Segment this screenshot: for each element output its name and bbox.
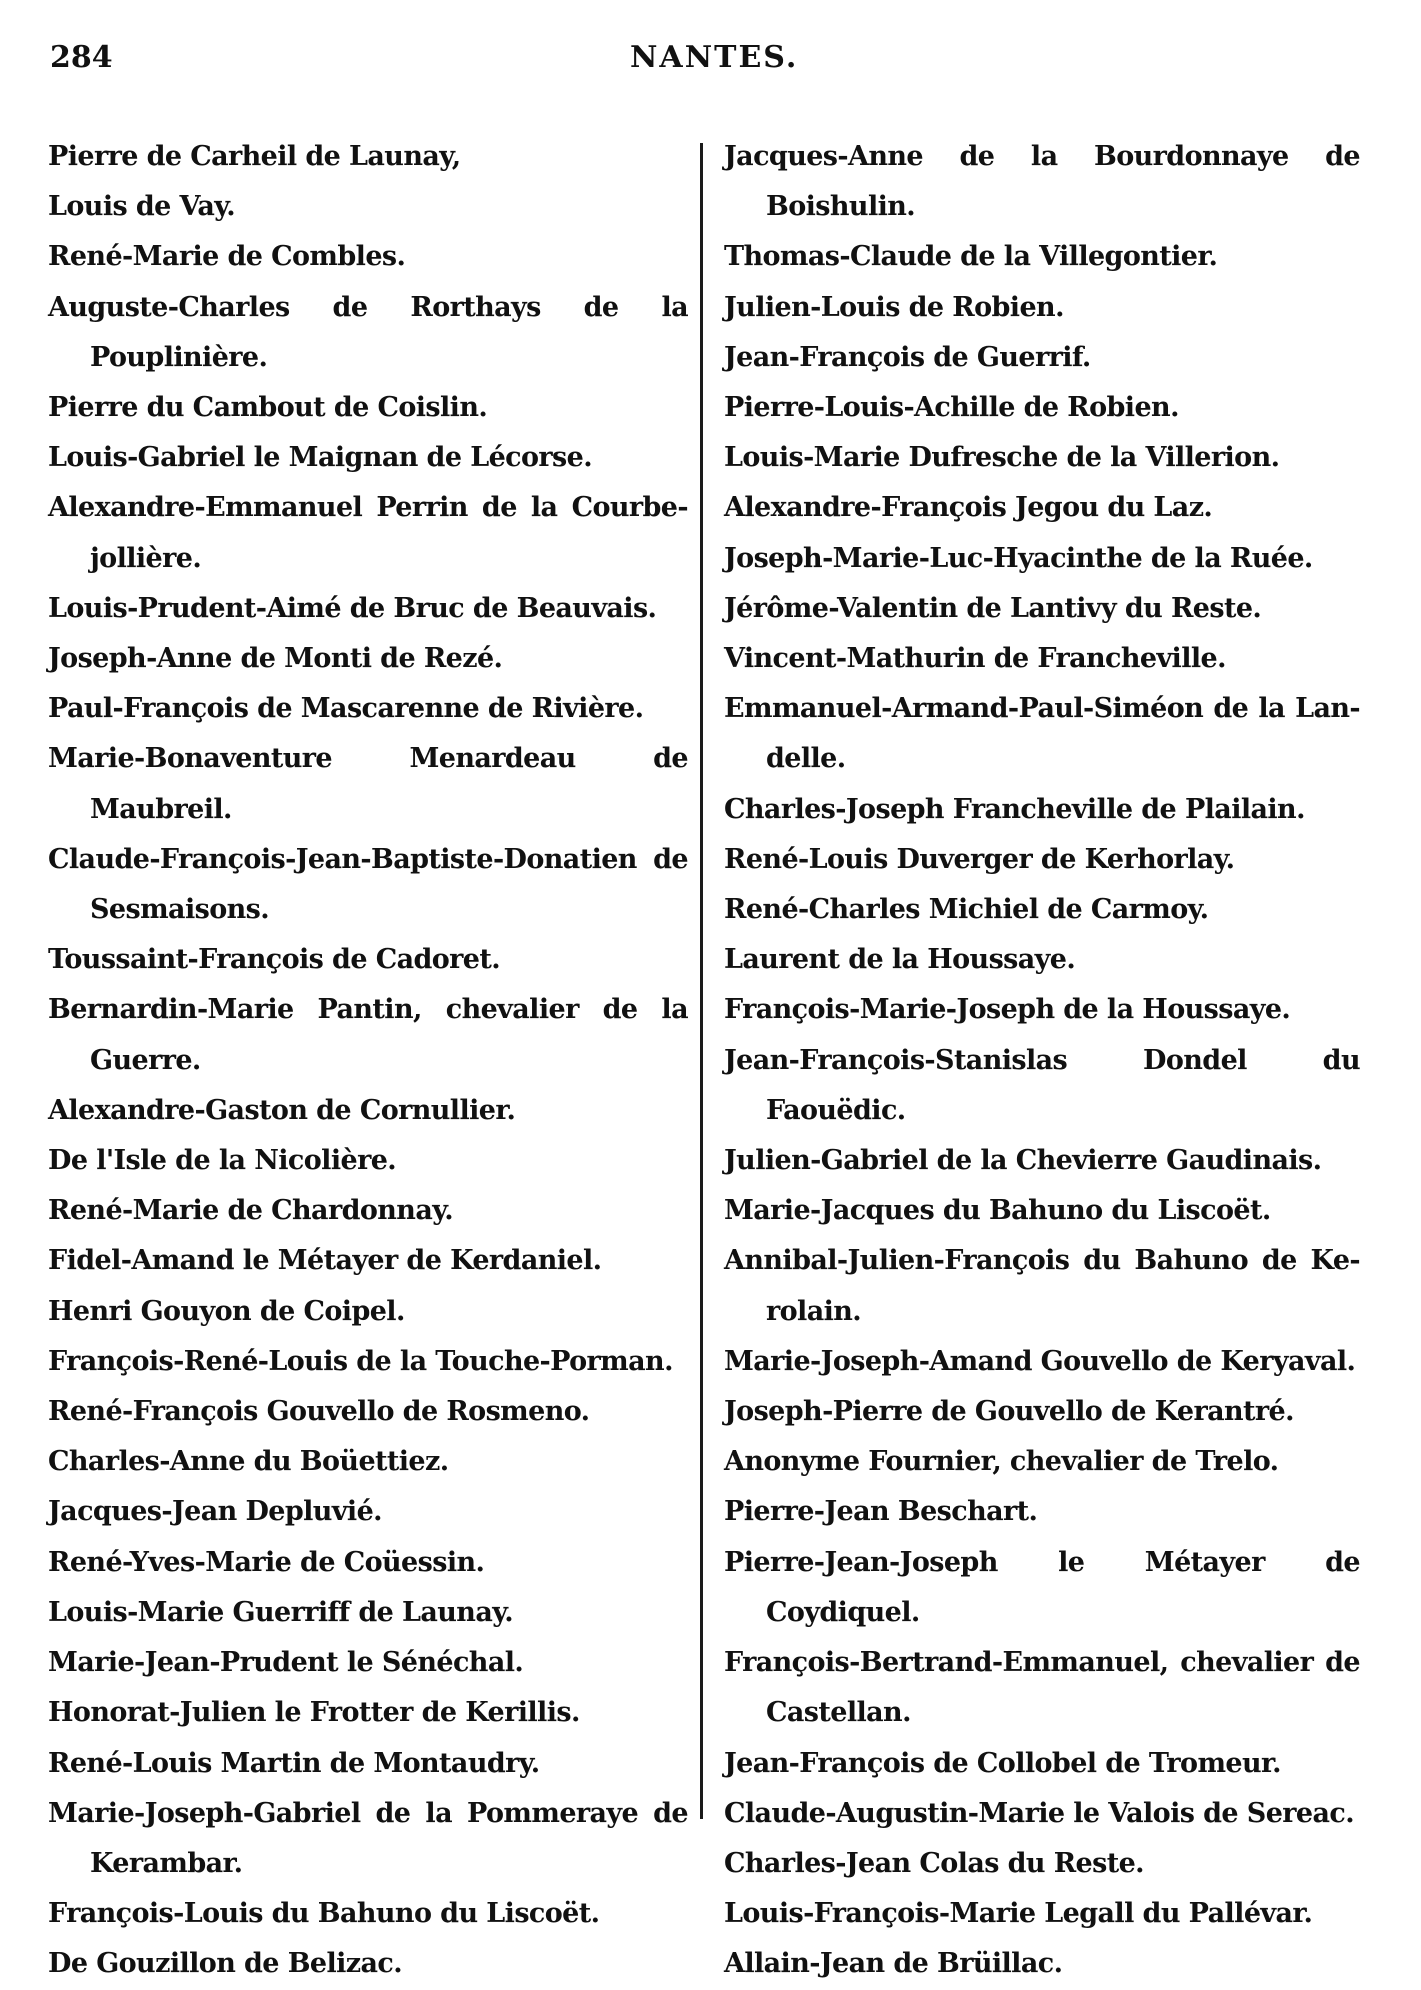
page-number: 284 xyxy=(50,40,113,75)
name-entry: René-Marie de Combles. xyxy=(48,241,406,273)
name-entry: René-Marie de Chardonnay. xyxy=(48,1195,454,1227)
running-title: NANTES. xyxy=(630,40,799,75)
name-entry: Alexandre-Gaston de Cornullier. xyxy=(48,1094,516,1126)
name-entry: Joseph-Pierre de Gouvello de Kerantré. xyxy=(724,1396,1294,1428)
name-entry: Henri Gouyon de Coipel. xyxy=(48,1295,405,1327)
page-header xyxy=(50,40,1370,90)
name-entry: Thomas-Claude de la Villegontier. xyxy=(724,241,1218,273)
name-entry: René-François Gouvello de Rosmeno. xyxy=(48,1396,590,1428)
name-entry: Jean-François de Collobel de Tromeur. xyxy=(724,1747,1281,1779)
name-entry: Charles-Anne du Boüettiez. xyxy=(48,1446,449,1478)
name-entry: Julien-Gabriel de la Chevierre Gaudinais. xyxy=(724,1145,1322,1177)
left-column xyxy=(48,132,688,1990)
name-entry: Pierre-Louis-Achille de Robien. xyxy=(724,392,1179,424)
name-entry: Alexandre-Emmanuel Perrin de la Courbe-jollière. xyxy=(48,492,688,574)
name-entry: Claude-Augustin-Marie le Valois de Sereac. xyxy=(724,1797,1355,1829)
column-divider xyxy=(700,143,703,1819)
name-entry: Louis-Marie Dufresche de la Villerion. xyxy=(724,442,1280,474)
name-entry: Marie-Bonaventure Menardeau de Maubreil. xyxy=(48,743,688,825)
name-entry: Jean-François-Stanislas Dondel du Faouëdic. xyxy=(724,1044,1360,1126)
name-entry: Jérôme-Valentin de Lantivy du Reste. xyxy=(724,592,1262,624)
name-entry: Joseph-Anne de Monti de Rezé. xyxy=(48,643,503,675)
name-entry: François-Bertrand-Emmanuel, chevalier de Castellan. xyxy=(724,1647,1360,1729)
name-entry: Julien-Louis de Robien. xyxy=(724,291,1064,323)
name-entry: Pierre-Jean Beschart. xyxy=(724,1496,1038,1528)
name-entry: Laurent de la Houssaye. xyxy=(724,944,1076,976)
name-entry: Marie-Joseph-Amand Gouvello de Keryaval. xyxy=(724,1345,1356,1377)
name-entry: Pierre de Carheil de Launay, xyxy=(48,141,461,172)
name-entry: Claude-François-Jean-Baptiste-Donatien de Sesmaisons. xyxy=(48,843,688,926)
name-entry: François-René-Louis de la Touche-Porman. xyxy=(48,1345,673,1377)
name-entry: Marie-Joseph-Gabriel de la Pommeraye de Kerambar. xyxy=(48,1797,688,1879)
name-entry: René-Louis Duverger de Kerhorlay. xyxy=(724,843,1235,875)
name-entry: Alexandre-François Jegou du Laz. xyxy=(724,492,1213,524)
name-entry: Toussaint-François de Cadoret. xyxy=(48,944,501,976)
name-entry: René-Charles Michiel de Carmoy. xyxy=(724,894,1209,926)
name-entry: Louis-François-Marie Legall du Pallévar. xyxy=(724,1898,1313,1930)
name-entry: Jacques-Anne de la Bourdonnaye de Boishulin. xyxy=(724,141,1360,223)
name-entry: Louis-Gabriel le Maignan de Lécorse. xyxy=(48,442,593,474)
name-entry: René-Yves-Marie de Coüessin. xyxy=(48,1546,485,1578)
name-entry: Paul-François de Mascarenne de Rivière. xyxy=(48,693,644,725)
name-entry: Pierre du Cambout de Coislin. xyxy=(48,392,488,424)
name-entry: François-Marie-Joseph de la Houssaye. xyxy=(724,994,1291,1026)
name-entry: Anonyme Fournier, chevalier de Trelo. xyxy=(724,1446,1279,1478)
name-entry: Marie-Jacques du Bahuno du Liscoët. xyxy=(724,1195,1271,1227)
name-entry: Bernardin-Marie Pantin, chevalier de la Guerre. xyxy=(48,994,688,1076)
name-entry: Louis de Vay. xyxy=(48,191,236,223)
name-entry: Jean-François de Guerrif. xyxy=(724,341,1091,373)
name-entry: Vincent-Mathurin de Francheville. xyxy=(724,643,1226,675)
name-entry: Honorat-Julien le Frotter de Kerillis. xyxy=(48,1697,580,1729)
name-entry: Joseph-Marie-Luc-Hyacinthe de la Ruée. xyxy=(724,542,1313,574)
name-entry: Emmanuel-Armand-Paul-Siméon de la Lan-delle. xyxy=(724,693,1360,775)
name-entry: De Gouzillon de Belizac. xyxy=(48,1948,403,1980)
name-entry: Marie-Jean-Prudent le Sénéchal. xyxy=(48,1647,524,1679)
name-entry: Allain-Jean de Brüillac. xyxy=(724,1948,1063,1980)
name-entry: Pierre-Jean-Joseph le Métayer de Coydiquel. xyxy=(724,1546,1360,1628)
name-entry: Louis-Marie Guerriff de Launay. xyxy=(48,1596,514,1628)
name-entry: Louis-Prudent-Aimé de Bruc de Beauvais. xyxy=(48,592,657,624)
name-entry: Charles-Joseph Francheville de Plailain. xyxy=(724,793,1305,825)
name-entry: François-Louis du Bahuno du Liscoët. xyxy=(48,1898,600,1930)
right-column xyxy=(724,132,1360,1990)
name-entry: Charles-Jean Colas du Reste. xyxy=(724,1847,1144,1879)
name-entry: Auguste-Charles de Rorthays de la Pouplinière. xyxy=(48,291,688,373)
name-entry: De l'Isle de la Nicolière. xyxy=(48,1145,397,1177)
name-entry: Jacques-Jean Depluvié. xyxy=(48,1496,382,1528)
name-entry: René-Louis Martin de Montaudry. xyxy=(48,1747,540,1779)
name-entry: Annibal-Julien-François du Bahuno de Ke-rolain. xyxy=(724,1245,1360,1327)
name-entry: Fidel-Amand le Métayer de Kerdaniel. xyxy=(48,1245,602,1277)
